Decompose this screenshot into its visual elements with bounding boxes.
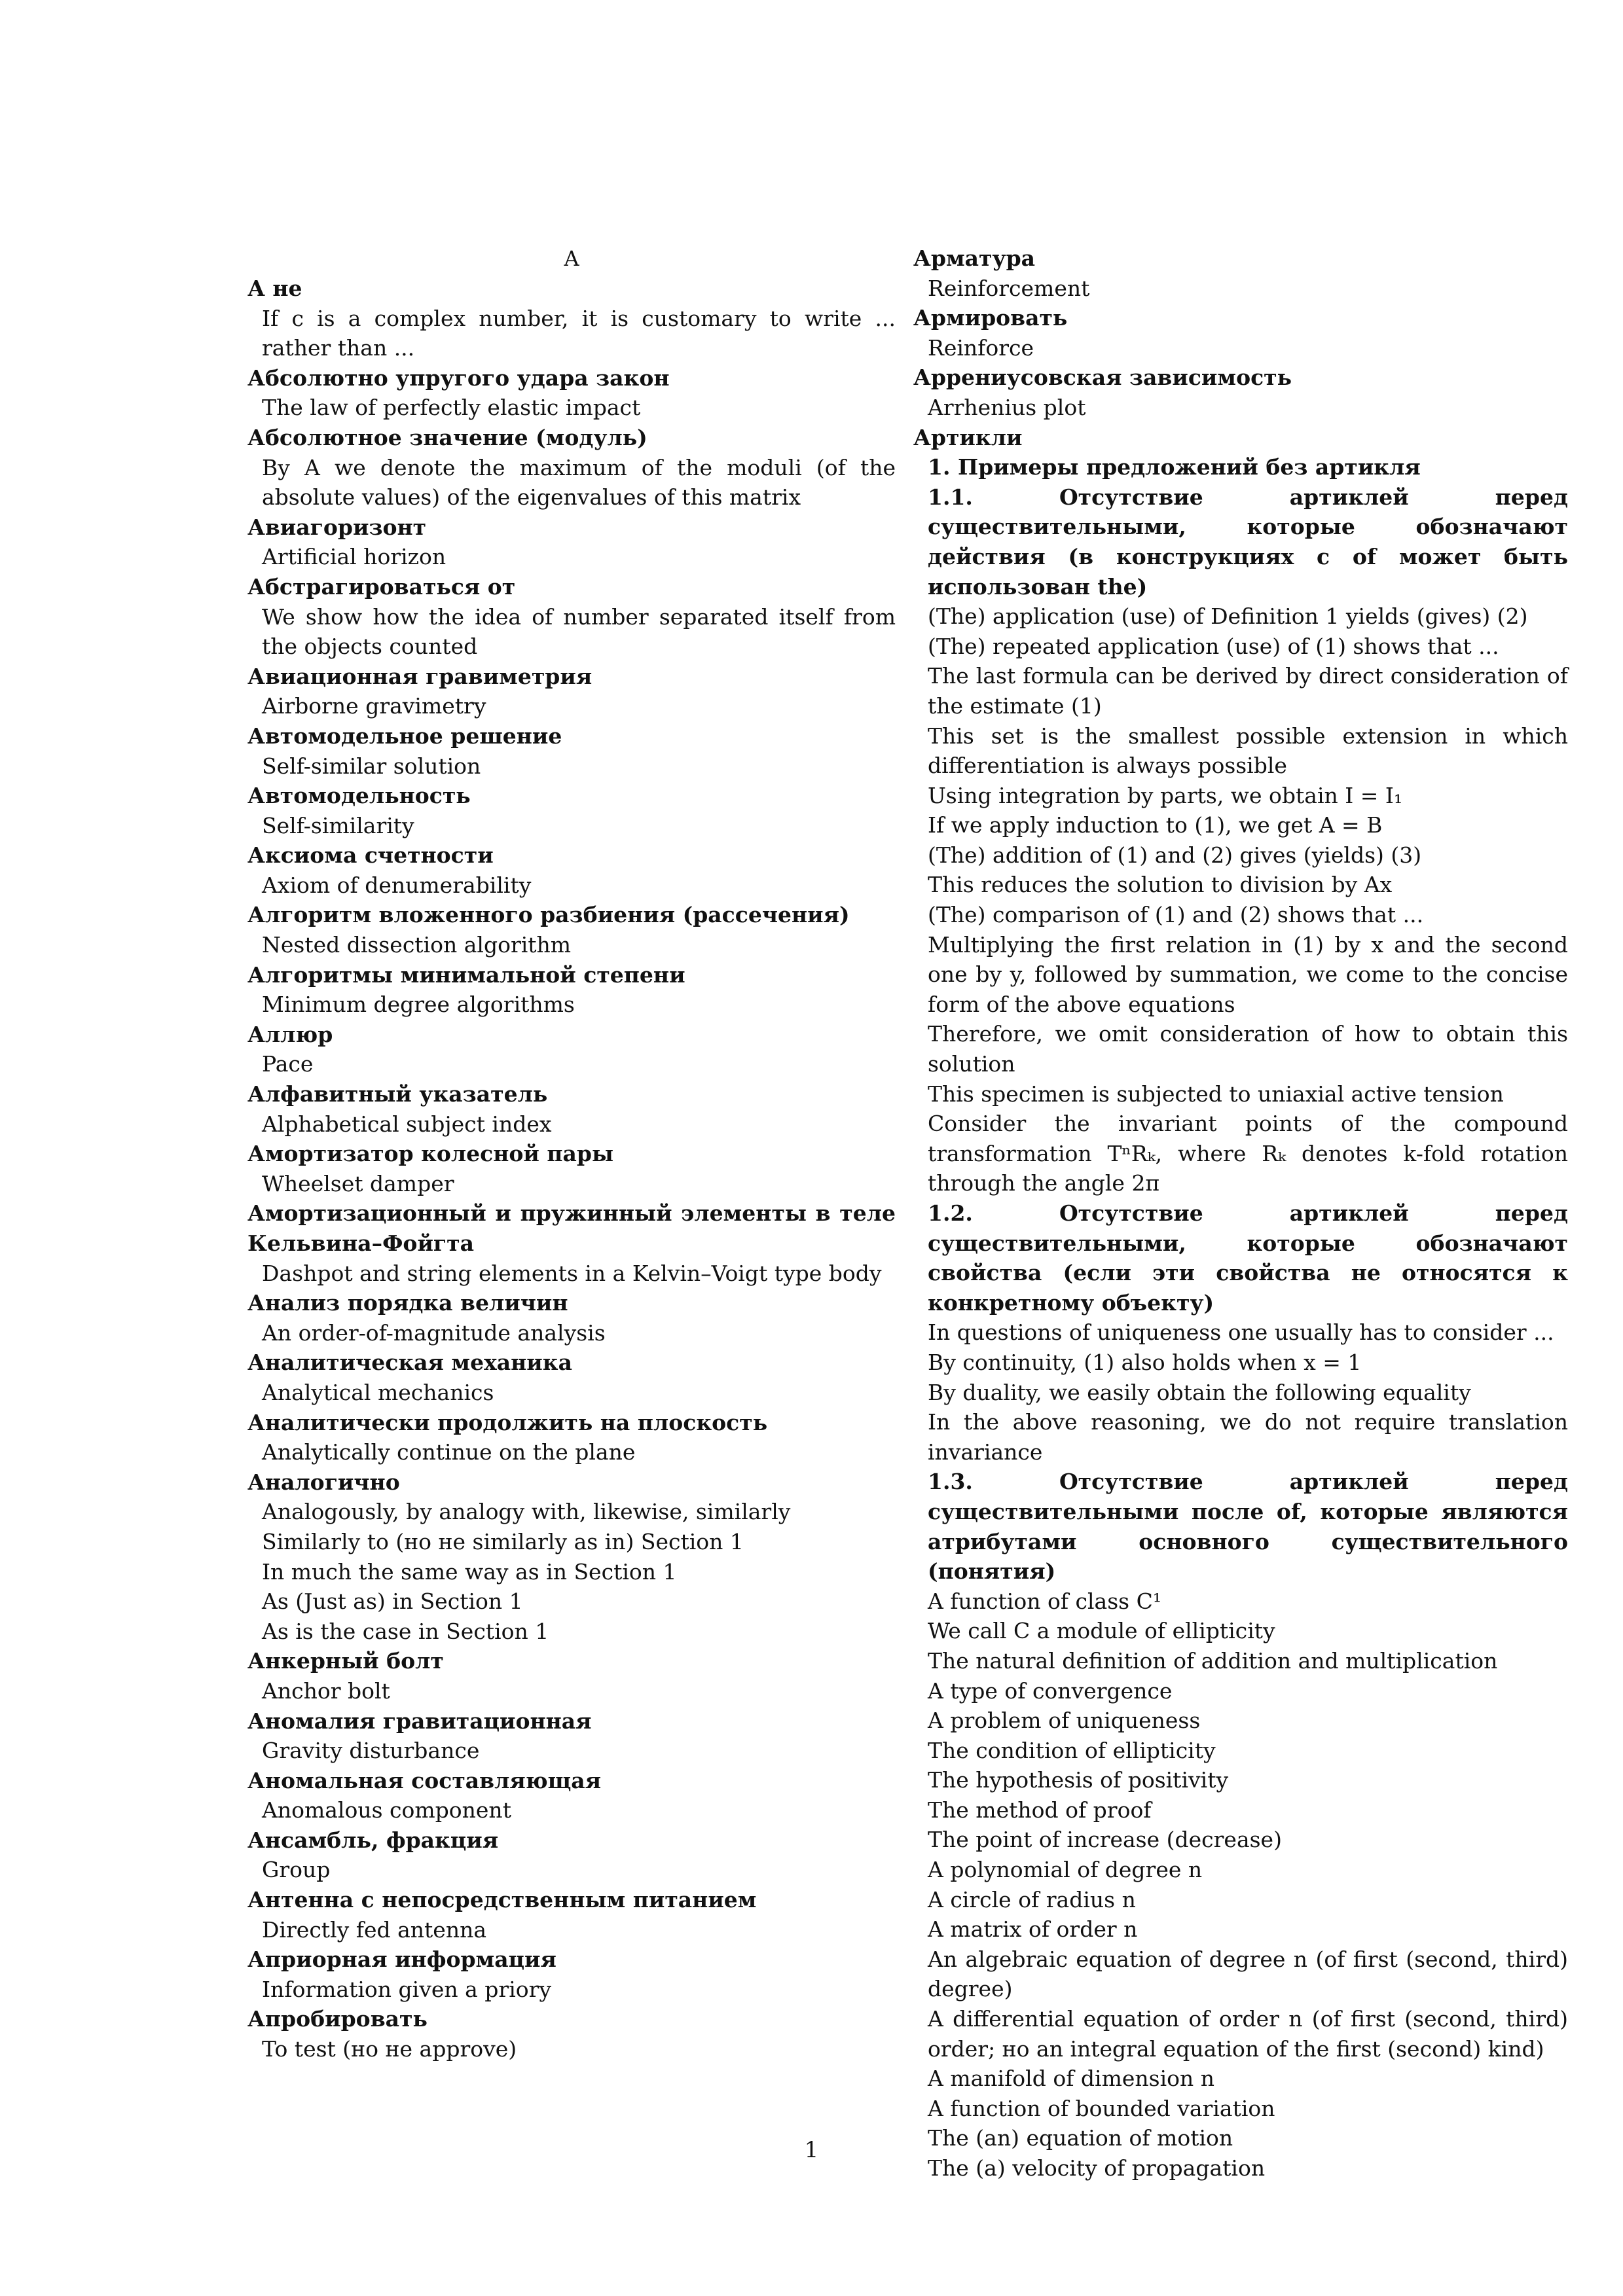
dictionary-entry [247,363,896,423]
entry-term: Автомодельное решение [247,723,562,749]
section-letter: A [564,246,579,271]
entry-term: Алгоритм вложенного разбиения (рассечения) [247,902,850,928]
dictionary-entry [913,363,1568,422]
entry-term: Абсолютное значение (модуль) [247,424,647,450]
example-sentence: Multiplying the first relation in (1) by x and the second one by y, followed by summation, we come to the concise form of the above equations [928,931,1568,1017]
entry-translation: To test (но не approve) [262,2036,517,2062]
entry-term: Артикли [913,424,1023,450]
example-sentence: This set is the smallest possible extension in which differentiation is always possible [928,723,1568,779]
entry-translation: Similarly to (но не similarly as in) Section 1 [262,1528,744,1554]
entry-translation: As is the case in Section 1 [262,1618,549,1644]
dictionary-entry [247,1198,896,1288]
article-section [913,482,1568,1198]
dictionary-entry [247,1079,896,1139]
entry-translation: In much the same way as in Section 1 [262,1558,677,1585]
entry-term: Амортизатор колесной пары [247,1141,614,1167]
example-sentence: (The) addition of (1) and (2) gives (yields) (3) [928,842,1422,868]
example-sentence: A circle of radius n [928,1886,1136,1912]
page-number: 1 [804,2137,819,2163]
entry-translation: The law of perfectly elastic impact [262,395,641,421]
example-sentence: A manifold of dimension n [928,2066,1215,2092]
entry-term: Авиагоризонт [247,514,427,540]
entry-term: Аксиома счетности [247,842,494,869]
example-sentence: The hypothesis of positivity [928,1767,1229,1793]
entry-term: Арматура [913,245,1036,271]
entry-term: Аналитическая механика [247,1350,572,1376]
example-sentence: The natural definition of addition and multiplication [928,1647,1498,1674]
entry-term: Аналитически продолжить на плоскость [247,1409,768,1435]
entry-translation: Analytical mechanics [262,1379,494,1405]
example-sentence: Therefore, we omit consideration of how to obtain this solution [928,1021,1568,1077]
dictionary-entry [247,512,896,572]
entry-term: Апробировать [247,2006,428,2032]
entry-term: Ансамбль, фракция [247,1827,499,1853]
example-sentence: By continuity, (1) also holds when x = 1 [928,1349,1362,1375]
example-sentence: A problem of uniqueness [928,1708,1201,1734]
entry-translation: Dashpot and string elements in a Kelvin–Voigt type body [262,1260,882,1286]
example-sentence: The method of proof [928,1797,1152,1823]
example-sentence: The (a) velocity of propagation [928,2155,1266,2181]
dictionary-entry [913,303,1568,363]
example-sentence: In questions of uniqueness one usually has to consider ... [928,1319,1554,1346]
entry-translation: As (Just as) in Section 1 [262,1588,523,1615]
right-entry-list [913,243,1568,452]
example-sentence: We call C a module of ellipticity [928,1618,1275,1644]
entry-translation: Self-similarity [262,812,414,838]
example-sentence: (The) application (use) of Definition 1 yields (gives) (2) [928,603,1528,630]
entry-translation: Artificial horizon [262,544,447,570]
entry-translation: Information given a priory [262,1976,552,2002]
example-sentence: The condition of ellipticity [928,1737,1216,1763]
example-sentence: A differential equation of order n (of first (second, third) order; но an integral equation of the first (second) kind) [928,2006,1568,2062]
entry-translation: Arrhenius plot [928,394,1086,420]
example-sentence: A type of convergence [928,1677,1173,1704]
entry-term: Анкерный болт [247,1648,444,1674]
entry-term: Абсолютно упругого удара закон [247,365,670,391]
example-sentence: A function of class C¹ [928,1588,1162,1614]
example-sentence: (The) repeated application (use) of (1) shows that ... [928,633,1499,659]
entry-term: Абстрагироваться от [247,573,516,600]
entry-translation: Anomalous component [262,1797,511,1823]
dictionary-entry [247,781,896,840]
section-heading: 1. Примеры предложений без артикля [928,454,1421,480]
example-sentence: The last formula can be derived by direct consideration of the estimate (1) [928,663,1568,719]
dictionary-entry [247,1885,896,1945]
example-sentence: If we apply induction to (1), we get A = B [928,812,1383,838]
example-sentence: The point of increase (decrease) [928,1827,1282,1853]
dictionary-entry [247,1706,896,1766]
dictionary-entry [247,1945,896,2004]
entry-term: Аномалия гравитационная [247,1708,592,1734]
dictionary-entry [247,274,896,363]
entry-translation: Wheelset damper [262,1170,454,1196]
dictionary-entry [247,900,896,960]
dictionary-entry [247,1020,896,1079]
article-sections [913,452,1568,2183]
article-section [913,1198,1568,1467]
dictionary-entry [913,243,1568,303]
dictionary-entry [247,2004,896,2064]
entry-term: Априорная информация [247,1946,556,1973]
section-heading: 1.3. Отсутствие артиклей перед существительными после of, которые являются атрибутами основного существительного (понятия) [928,1469,1568,1585]
dictionary-entry [247,1348,896,1407]
article-section [913,452,1568,482]
entry-translation: Pace [262,1051,314,1077]
dictionary-entry [247,662,896,721]
example-sentence: In the above reasoning, we do not require translation invariance [928,1409,1568,1465]
dictionary-entry [247,721,896,781]
entry-term: Амортизационный и пружинный элементы в теле Кельвина–Фойгта [247,1200,896,1256]
dictionary-entry [247,1408,896,1467]
example-sentence: By duality, we easily obtain the following equality [928,1379,1471,1405]
dictionary-entry [247,840,896,900]
entry-term: Аррениусовская зависимость [913,365,1292,391]
dictionary-entry [913,423,1568,453]
entry-term: Алфавитный указатель [247,1081,548,1107]
left-entry-list [247,274,896,2064]
example-sentence: Using integration by parts, we obtain I = I₁ [928,782,1403,808]
entry-term: Анализ порядка величин [247,1290,568,1316]
dictionary-entry [247,960,896,1020]
entry-term: Авиационная гравиметрия [247,663,593,689]
section-heading: 1.2. Отсутствие артиклей перед существительными, которые обозначают свойства (если эти свойства не относятся к конкретному объекту) [928,1200,1568,1316]
entry-translation: By A we denote the maximum of the moduli (of the absolute values) of the eigenvalues of this matrix [262,454,896,511]
entry-term: Армировать [913,305,1068,331]
example-sentence: A polynomial of degree n [928,1857,1203,1883]
article-section [913,1467,1568,2183]
entry-translation: Anchor bolt [262,1677,390,1704]
entry-term: Аномальная составляющая [247,1767,602,1793]
entry-translation: Gravity disturbance [262,1738,480,1764]
entry-translation: Directly fed antenna [262,1916,487,1943]
dictionary-entry [247,1288,896,1348]
example-sentence: An algebraic equation of degree n (of first (second, third) degree) [928,1946,1568,2002]
dictionary-entry [247,1139,896,1198]
left-column [247,243,896,2064]
entry-translation: If c is a complex number, it is customary to write ... rather than ... [262,305,896,361]
example-sentence: The (an) equation of motion [928,2125,1233,2151]
dictionary-entry [247,572,896,662]
example-sentence: (The) comparison of (1) and (2) shows that ... [928,902,1424,928]
entry-translation: Analogously, by analogy with, likewise, similarly [262,1499,791,1525]
right-column [913,243,1568,2183]
dictionary-entry [247,1646,896,1706]
dictionary-entry [247,1766,896,1825]
entry-term: Аллюр [247,1021,333,1047]
entry-term: Автомодельность [247,783,471,809]
section-heading: 1.1. Отсутствие артиклей перед существительными, которые обозначают действия (в конструкциях с of может быть использован the) [928,484,1568,600]
entry-translation: Self-similar solution [262,753,481,779]
entry-translation: We show how the idea of number separated itself from the objects counted [262,603,896,660]
entry-translation: Analytically continue on the plane [262,1439,636,1465]
entry-translation: Nested dissection algorithm [262,932,572,958]
entry-translation: Reinforce [928,334,1034,361]
dictionary-entry [247,1825,896,1885]
entry-translation: Alphabetical subject index [262,1111,552,1137]
example-sentence: Consider the invariant points of the compound transformation TⁿRₖ, where Rₖ denotes k-fold rotation through the angle 2π [928,1111,1568,1196]
entry-term: Антенна с непосредственным питанием [247,1887,757,1913]
entry-translation: Minimum degree algorithms [262,992,575,1018]
entry-term: А не [247,276,302,301]
example-sentence: A matrix of order n [928,1916,1138,1943]
dictionary-entry [247,423,896,512]
entry-term: Алгоритмы минимальной степени [247,961,685,988]
entry-term: Аналогично [247,1469,400,1495]
entry-translation: Group [262,1857,331,1883]
example-sentence: This reduces the solution to division by Ax [928,872,1393,898]
entry-translation: An order-of-magnitude analysis [262,1319,606,1346]
entry-translation: Airborne gravimetry [262,693,486,719]
example-sentence: This specimen is subjected to uniaxial active tension [928,1081,1504,1107]
entry-translation: Axiom of denumerability [262,872,532,898]
example-sentence: A function of bounded variation [928,2095,1275,2121]
dictionary-entry [247,1467,896,1647]
entry-translation: Reinforcement [928,275,1090,301]
